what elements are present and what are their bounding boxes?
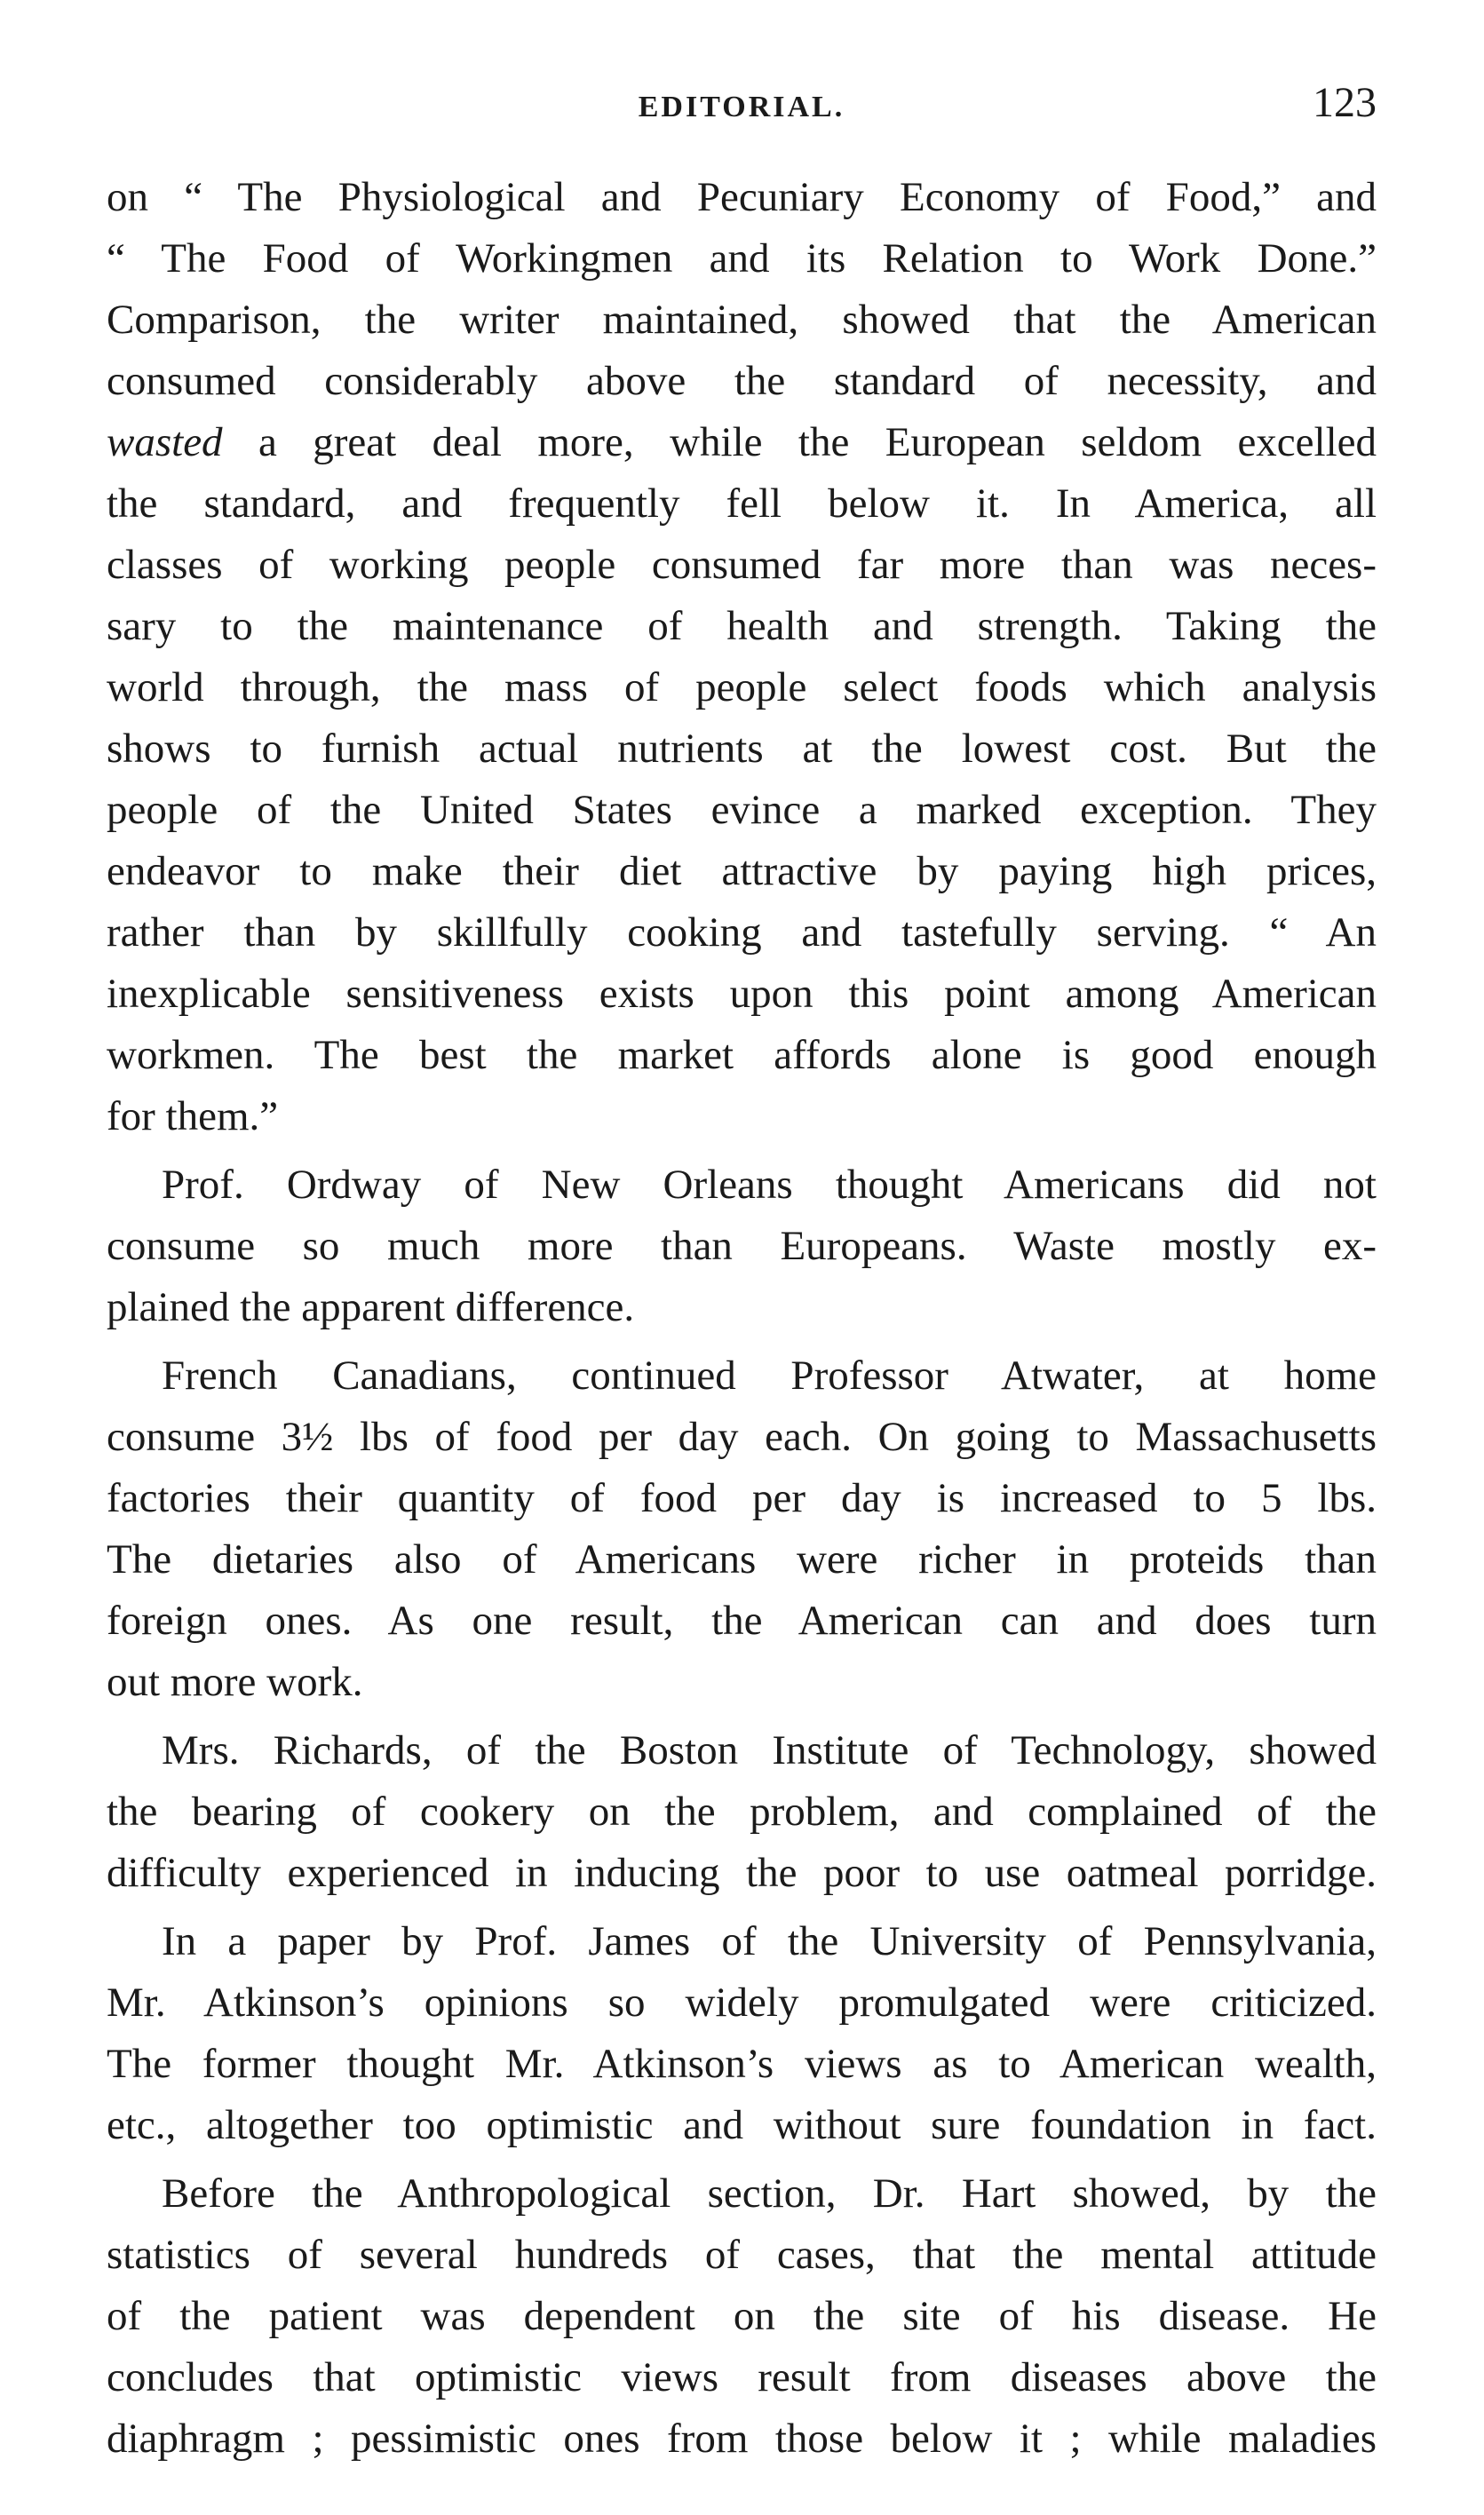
text-line: people of the United States evince a marked exception. They bbox=[107, 787, 1377, 833]
text-line: classes of working people consumed far more than was neces- bbox=[107, 542, 1377, 588]
text-line: shows to furnish actual nutrients at the lowest cost. But the bbox=[107, 726, 1377, 772]
text-line: The dietaries also of Americans were richer in proteids than bbox=[107, 1536, 1377, 1583]
body-text bbox=[107, 167, 1377, 2477]
text-line: “ The Food of Workingmen and its Relation to Work Done.” bbox=[107, 235, 1377, 282]
text-line: workmen. The best the market affords alone is good enough bbox=[107, 1032, 1377, 1078]
text-line: foreign ones. As one result, the American can and does turn bbox=[107, 1598, 1377, 1644]
text-line: factories their quantity of food per day is increased to 5 lbs. bbox=[107, 1475, 1377, 1521]
text-line: Prof. Ordway of New Orleans thought Americans did not bbox=[162, 1162, 1377, 1208]
paragraph-hart bbox=[107, 2163, 1377, 2470]
running-title: EDITORIAL. bbox=[638, 91, 845, 123]
text-line: Mrs. Richards, of the Boston Institute of Technology, showed bbox=[162, 1727, 1377, 1773]
text-line: rather than by skillfully cooking and tastefully serving. “ An bbox=[107, 909, 1377, 956]
text-line: consume 3½ lbs of food per day each. On going to Massachusetts bbox=[107, 1414, 1377, 1460]
italic-word: wasted bbox=[107, 419, 223, 465]
paragraph-atwater-continued bbox=[107, 167, 1377, 1147]
paragraph-french-canadians bbox=[107, 1345, 1377, 1713]
text-line: the standard, and frequently fell below it. In America, all bbox=[107, 480, 1377, 527]
text-line: The former thought Mr. Atkinson’s views as to American wealth, bbox=[107, 2041, 1377, 2087]
text-line: plained the apparent difference. bbox=[107, 1284, 635, 1330]
text-line: sary to the maintenance of health and strength. Taking the bbox=[107, 603, 1377, 649]
text-line: In a paper by Prof. James of the University of Pennsylvania, bbox=[162, 1918, 1377, 1964]
text-line: etc., altogether too optimistic and without sure foundation in fact. bbox=[107, 2102, 1377, 2148]
page-number: 123 bbox=[1313, 79, 1377, 126]
text-line: Before the Anthropological section, Dr. Hart showed, by the bbox=[162, 2170, 1377, 2217]
text-line: for them.” bbox=[107, 1093, 279, 1139]
text-line-with-italic bbox=[107, 412, 1377, 473]
paragraph-ordway bbox=[107, 1154, 1377, 1338]
text-line: of the patient was dependent on the site of his disease. He bbox=[107, 2293, 1377, 2339]
text-line: on “ The Physiological and Pecuniary Economy of Food,” and bbox=[107, 174, 1377, 220]
running-head bbox=[107, 78, 1377, 131]
text-line: Comparison, the writer maintained, showed that the American bbox=[107, 297, 1377, 343]
text-line: diaphragm ; pessimistic ones from those below it ; while maladies bbox=[107, 2416, 1377, 2462]
text-line: consumed considerably above the standard of necessity, and bbox=[107, 358, 1377, 404]
text-line: concludes that optimistic views result from diseases above the bbox=[107, 2354, 1377, 2400]
text-line: world through, the mass of people select foods which analysis bbox=[107, 664, 1377, 710]
text-line: Mr. Atkinson’s opinions so widely promulgated were criticized. bbox=[107, 1979, 1377, 2026]
paragraph-james bbox=[107, 1911, 1377, 2156]
text-line: out more work. bbox=[107, 1659, 363, 1705]
text-line: consume so much more than Europeans. Waste mostly ex- bbox=[107, 1223, 1377, 1269]
text-line: inexplicable sensitiveness exists upon this point among American bbox=[107, 971, 1377, 1017]
text-line: French Canadians, continued Professor Atwater, at home bbox=[162, 1353, 1377, 1399]
text-line: endeavor to make their diet attractive by paying high prices, bbox=[107, 848, 1377, 894]
text-line: statistics of several hundreds of cases, that the mental attitude bbox=[107, 2232, 1377, 2278]
text-line: the bearing of cookery on the problem, and complained of the bbox=[107, 1789, 1377, 1835]
text-line: difficulty experienced in inducing the poor to use oatmeal porridge. bbox=[107, 1850, 1377, 1896]
paragraph-richards bbox=[107, 1720, 1377, 1904]
line-remainder: a great deal more, while the European seldom excelled bbox=[222, 419, 1377, 465]
